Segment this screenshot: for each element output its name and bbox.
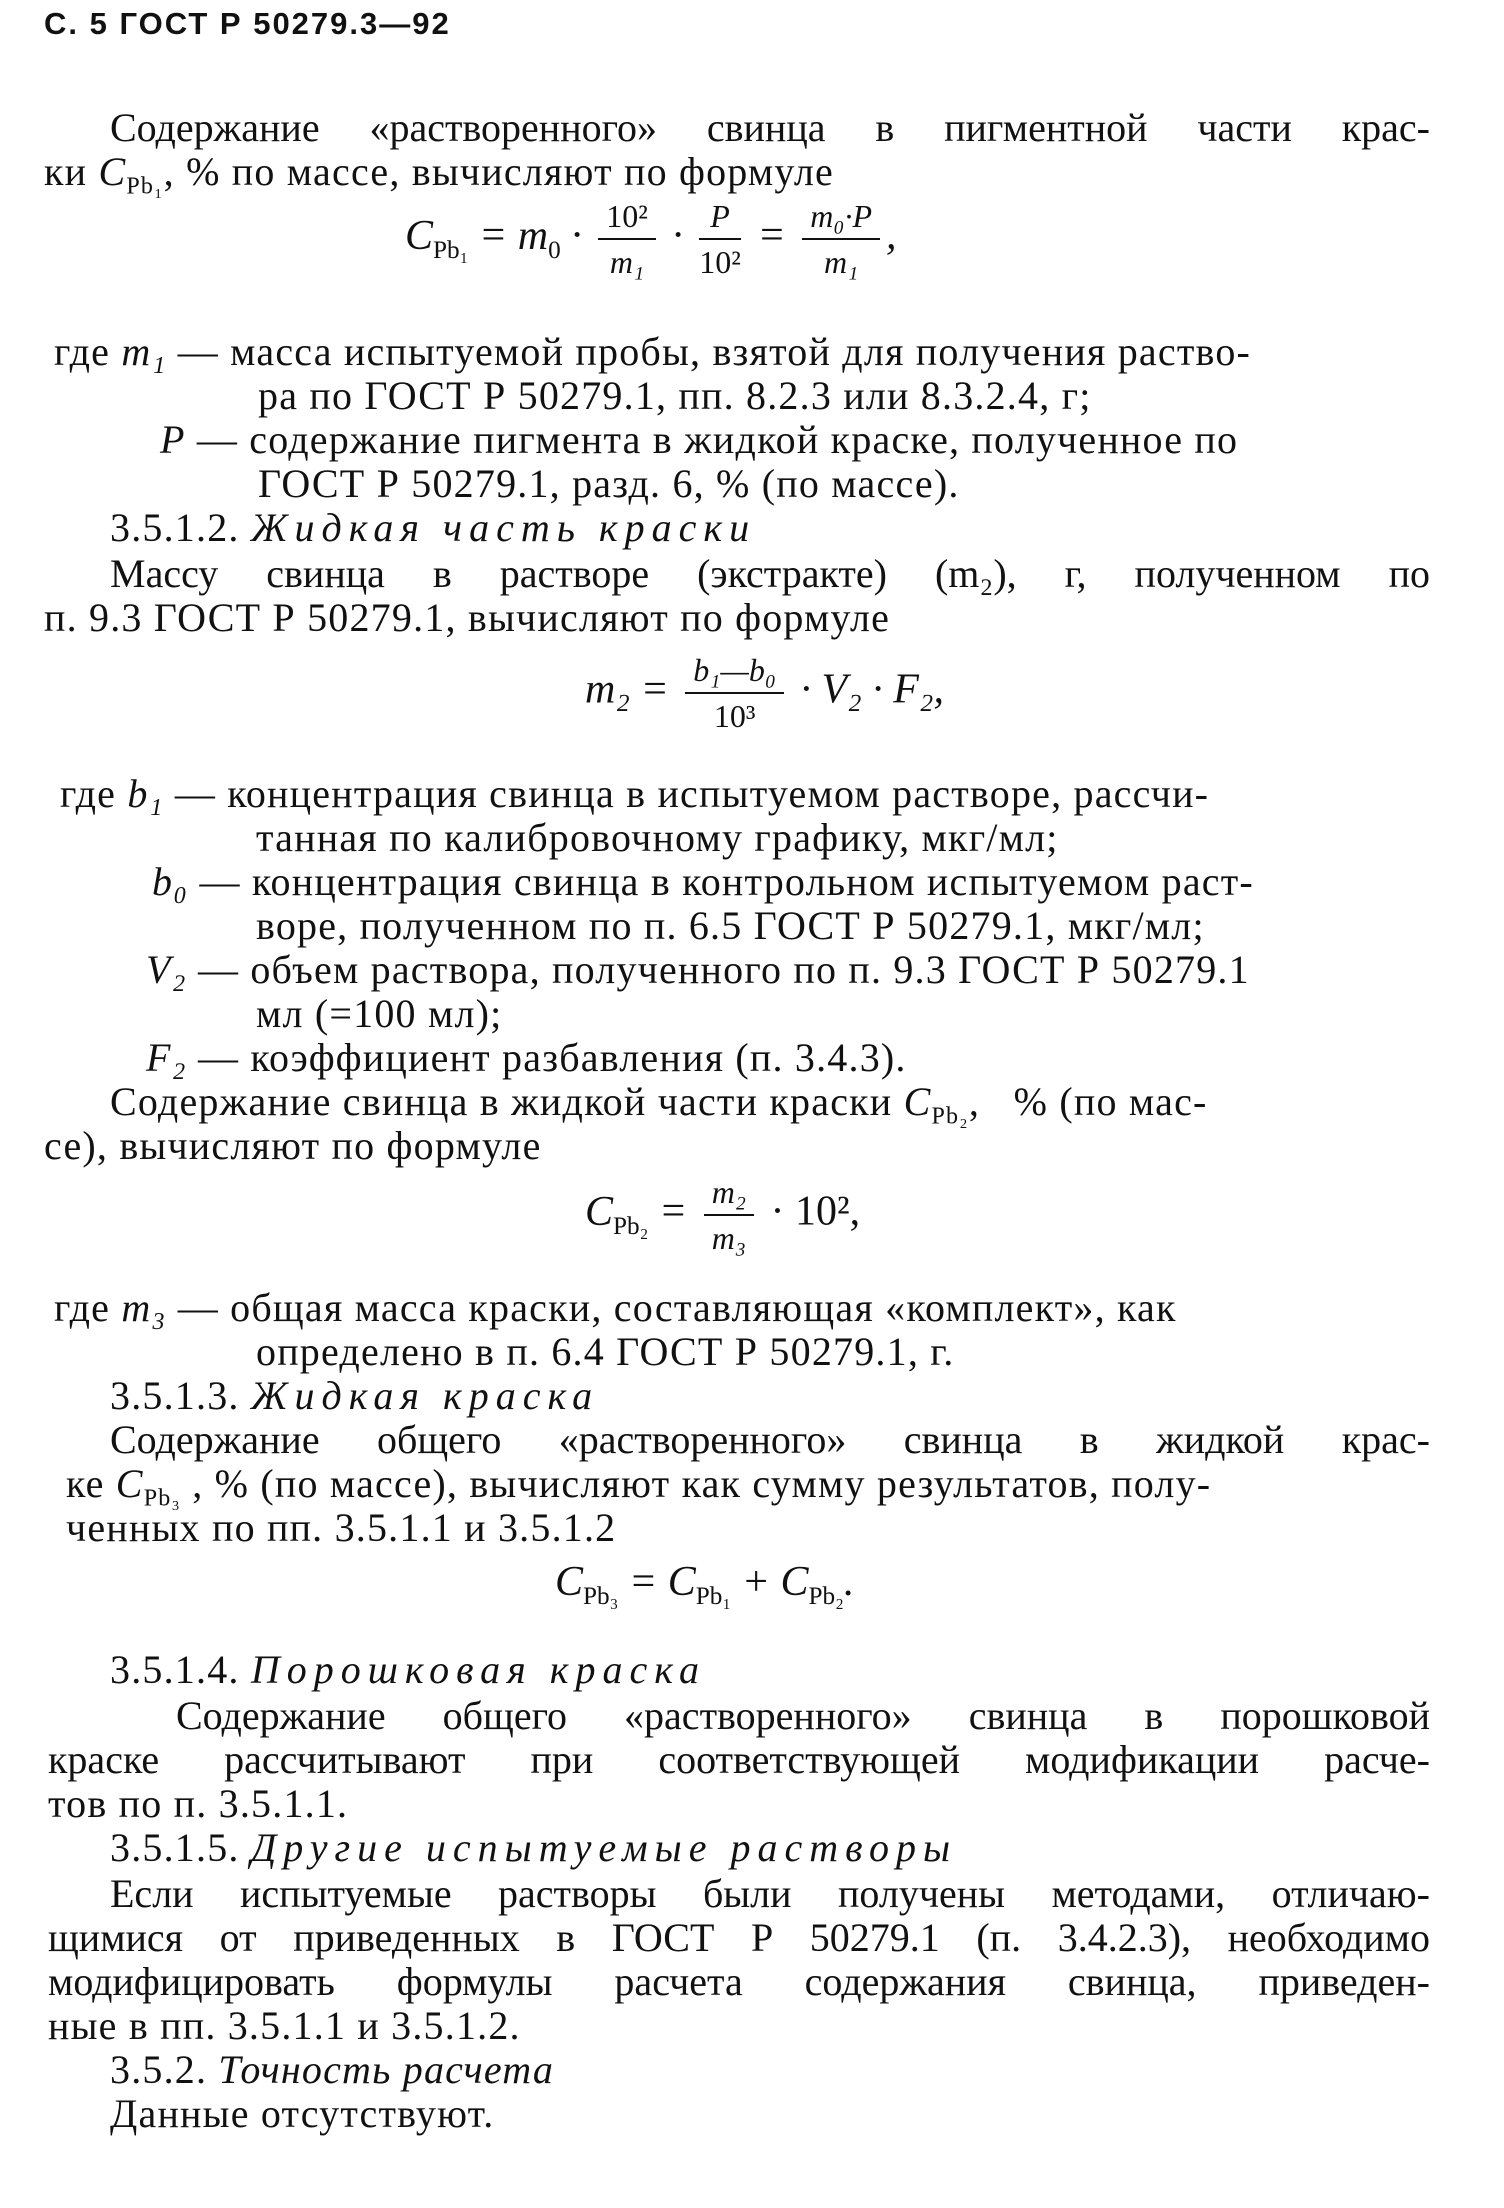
paragraph-line: тов по п. 3.5.1.1. bbox=[48, 1781, 349, 1826]
paragraph-line: Содержание свинца в жидкой части краски $C_{Pb_2}$, % (по мас- bbox=[110, 1079, 1208, 1130]
section-title: Порошковая краска bbox=[250, 1647, 706, 1692]
text-fragment: % (по мас- bbox=[1013, 1079, 1208, 1124]
where-line bbox=[146, 1036, 907, 1080]
paragraph-line: ки $C_{Pb_1}$, % по массе, вычисляют по формуле bbox=[44, 149, 834, 200]
symbol: F₂ bbox=[146, 1035, 187, 1080]
formula-1: $C_{Pb_1} = m_0$ · $\frac{\text{10²}}{\text{m₁}}$ · $\frac{P}{\text{10²}}$ = $\frac{\text{m₀·P}}{\text{m₁}}$ , bbox=[405, 198, 897, 280]
text-fragment: Содержание свинца в жидкой части краски bbox=[110, 1079, 893, 1124]
text-fragment: , % по массе, вычисляют по формуле bbox=[163, 149, 834, 194]
paragraph-line: ке $C_{Pb_3}$ , % (по массе), вычисляют как сумму результатов, полу- bbox=[66, 1461, 1212, 1512]
section-title: Точность расчета bbox=[218, 2047, 555, 2092]
symbol: P bbox=[160, 417, 186, 462]
paragraph-line: ченных по пп. 3.5.1.1 и 3.5.1.2 bbox=[66, 1505, 617, 1550]
where-line: где m₁ — масса испытуемой пробы, взятой для получения раство- bbox=[54, 329, 1252, 374]
section-number: 3.5.1.5. bbox=[110, 1825, 240, 1870]
section-title: Жидкая часть краски bbox=[250, 505, 757, 550]
fraction-denominator: 10² bbox=[699, 244, 741, 280]
symbol: V₂ bbox=[146, 947, 187, 992]
paragraph-line: Если испытуемые растворы были получены методами, отличаю- bbox=[110, 1871, 1430, 1916]
paragraph-line: краске рассчитывают при соответствующей модификации расче- bbox=[48, 1737, 1430, 1782]
fraction-numerator: m₂ bbox=[704, 1172, 754, 1216]
section-number: 3.5.2. bbox=[110, 2047, 208, 2092]
symbol: b₀ bbox=[152, 859, 189, 904]
text-fragment: — масса испытуемой пробы, взятой для получения раство- bbox=[177, 329, 1252, 374]
text-fragment: — коэффициент разбавления (п. 3.4.3). bbox=[197, 1035, 907, 1080]
symbol: m₃ bbox=[121, 1285, 167, 1330]
where-line: определено в п. 6.4 ГОСТ Р 50279.1, г. bbox=[256, 1329, 955, 1374]
where-line: танная по калибровочному графику, мкг/мл; bbox=[256, 815, 1059, 860]
section-heading bbox=[110, 1374, 599, 1418]
paragraph-line: Содержание «растворенного» свинца в пигментной части крас- bbox=[110, 105, 1430, 150]
page-header: С. 5 ГОСТ Р 50279.3—92 bbox=[44, 6, 451, 41]
section-number: 3.5.1.4. bbox=[110, 1647, 240, 1692]
text-fragment: — концентрация свинца в испытуемом растворе, рассчи- bbox=[174, 771, 1210, 816]
where-line: ГОСТ Р 50279.1, разд. 6, % (по массе). bbox=[258, 461, 960, 506]
text-fragment: ки bbox=[44, 149, 88, 194]
symbol: m₁ bbox=[121, 329, 167, 374]
where-line: ра по ГОСТ Р 50279.1, пп. 8.2.3 или 8.3.2.4, г; bbox=[258, 373, 1092, 418]
fraction-numerator: 10² bbox=[598, 196, 656, 240]
section-heading bbox=[110, 506, 756, 550]
where-line bbox=[152, 860, 1254, 904]
where-line bbox=[160, 418, 1238, 462]
fraction-denominator: 10³ bbox=[713, 698, 756, 734]
formula-3: $C_{Pb_2}$ = $\frac{\text{m₂}}{\text{m₃}}$ · 10², bbox=[585, 1174, 861, 1256]
where-line: где m₃ — общая масса краски, составляющая «комплект», как bbox=[54, 1285, 1177, 1330]
where-line bbox=[146, 948, 1250, 992]
fraction-numerator: b₁—b₀ bbox=[685, 650, 784, 694]
text-fragment: — общая масса краски, составляющая «комплект», как bbox=[177, 1285, 1177, 1330]
fraction-denominator: m₁ bbox=[609, 244, 645, 280]
fraction-numerator: P bbox=[699, 196, 741, 240]
formula-lhs: m₂ bbox=[585, 666, 630, 713]
paragraph-line: Данные отсутствуют. bbox=[110, 2091, 495, 2136]
fraction-numerator: m₀·P bbox=[802, 196, 880, 240]
formula-2: m₂ = $\frac{\text{b₁—b₀}}{\text{10³}}$ · V₂ · F₂, bbox=[585, 652, 944, 734]
formula-rest: · 10², bbox=[770, 1188, 861, 1235]
section-heading bbox=[110, 2048, 554, 2092]
fraction-denominator: m₃ bbox=[711, 1220, 746, 1256]
text-fragment: ке bbox=[66, 1461, 105, 1506]
section-number: 3.5.1.3. bbox=[110, 1373, 240, 1418]
text-fragment: — объем раствора, полученного по п. 9.3 ГОСТ Р 50279.1 bbox=[197, 947, 1250, 992]
text-fragment: — концентрация свинца в контрольном испытуемом раст- bbox=[199, 859, 1254, 904]
paragraph-line: Массу свинца в растворе (экстракте) (m₂), г, полученном по bbox=[110, 551, 1430, 596]
paragraph-line: Содержание общего «растворенного» свинца в жидкой крас- bbox=[110, 1417, 1430, 1462]
symbol: b₁ bbox=[127, 771, 164, 816]
paragraph-line: п. 9.3 ГОСТ Р 50279.1, вычисляют по формуле bbox=[44, 595, 891, 640]
formula-rest: · V₂ · F₂, bbox=[800, 666, 944, 713]
where-line: мл (=100 мл); bbox=[256, 991, 503, 1036]
section-heading bbox=[110, 1648, 706, 1692]
section-title: Другие испытуемые растворы bbox=[250, 1825, 958, 1870]
text-fragment: , % (по массе), вычисляют как сумму результатов, полу- bbox=[192, 1461, 1212, 1506]
fraction-denominator: m₁ bbox=[823, 244, 859, 280]
section-heading bbox=[110, 1826, 957, 1870]
section-number: 3.5.1.2. bbox=[110, 505, 240, 550]
paragraph-line: Содержание общего «растворенного» свинца в порошковой bbox=[176, 1693, 1430, 1738]
paragraph-line: модифицировать формулы расчета содержания свинца, приведен- bbox=[48, 1959, 1430, 2004]
paragraph-line: се), вычисляют по формуле bbox=[44, 1123, 542, 1168]
text-fragment: — содержание пигмента в жидкой краске, полученное по bbox=[196, 417, 1239, 462]
paragraph-line: ные в пп. 3.5.1.1 и 3.5.1.2. bbox=[48, 2003, 521, 2048]
paragraph-line: щимися от приведенных в ГОСТ Р 50279.1 (п. 3.4.2.3), необходимо bbox=[48, 1915, 1430, 1960]
formula-4: $C_{Pb_3} = C_{Pb_1} + C_{Pb_2}$. bbox=[555, 1559, 855, 1610]
section-title: Жидкая краска bbox=[250, 1373, 600, 1418]
where-line: воре, полученном по п. 6.5 ГОСТ Р 50279.1, мкг/мл; bbox=[256, 903, 1205, 948]
where-line: где b₁ — концентрация свинца в испытуемом растворе, рассчи- bbox=[60, 771, 1210, 816]
